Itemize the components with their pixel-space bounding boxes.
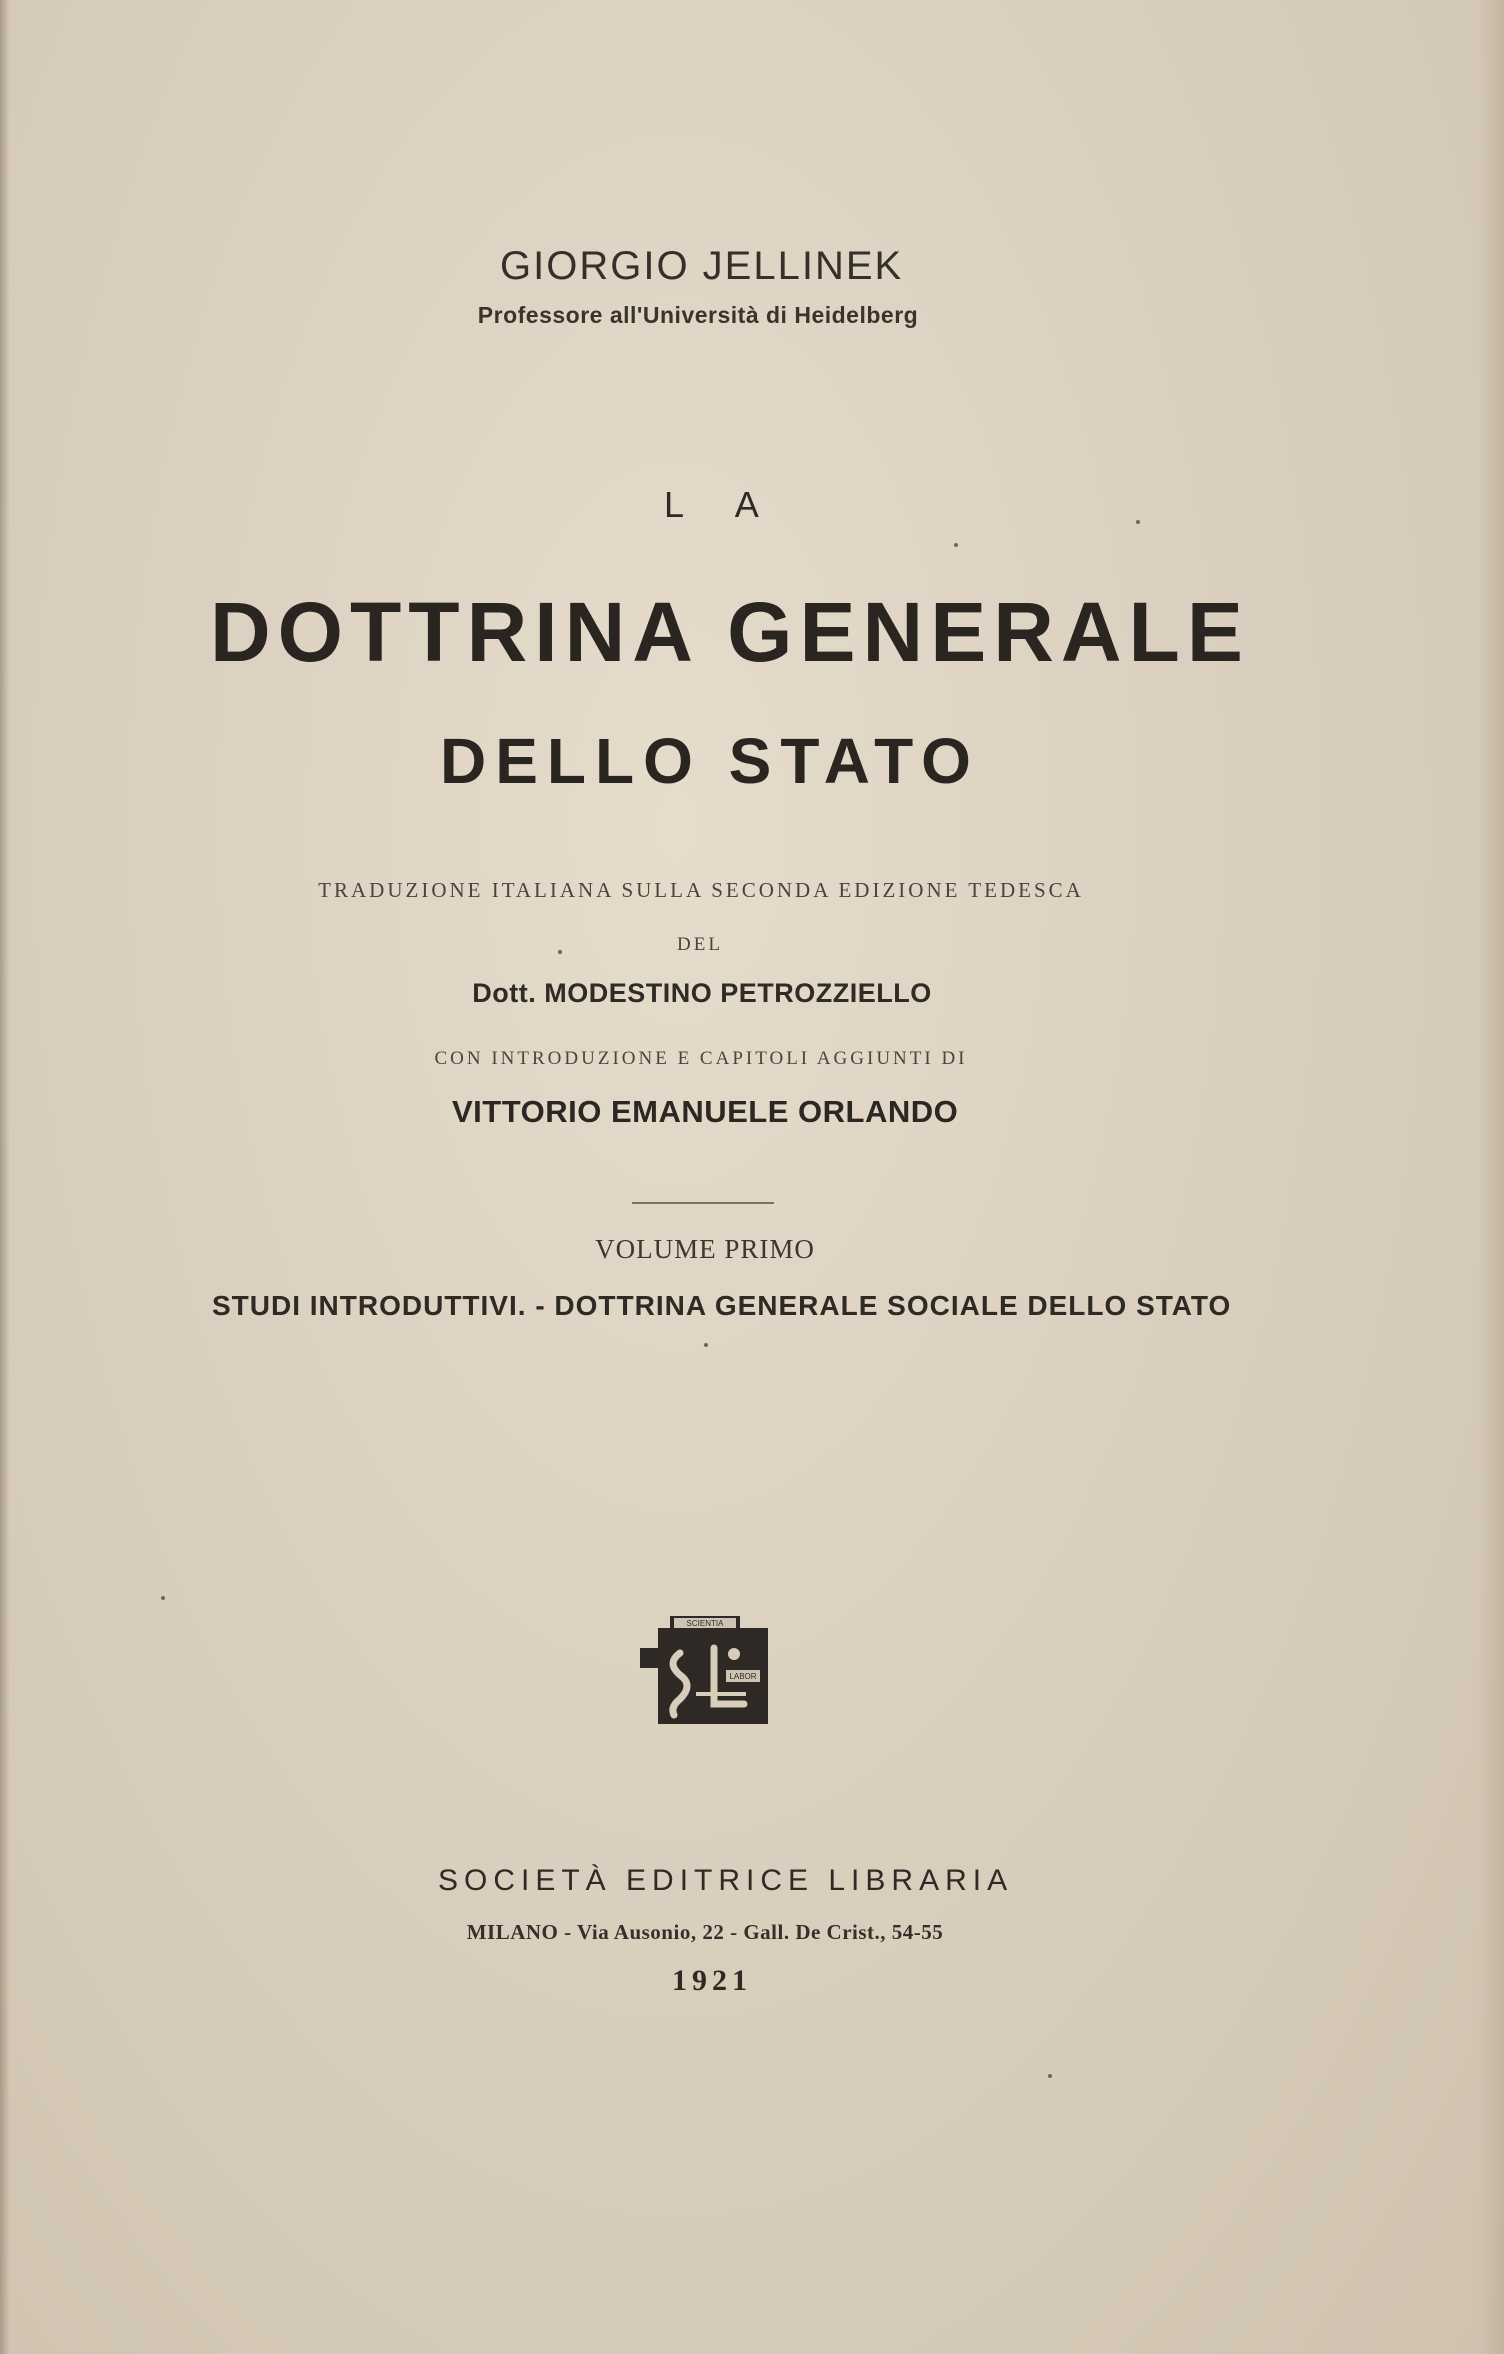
translator-name: Dott. MODESTINO PETROZZIELLO bbox=[472, 978, 932, 1008]
paper-speck bbox=[161, 1596, 165, 1600]
title-article: L A bbox=[664, 484, 781, 525]
paper-speck bbox=[1136, 520, 1140, 524]
volume-label: VOLUME PRIMO bbox=[595, 1234, 815, 1264]
svg-text:LABOR: LABOR bbox=[729, 1672, 757, 1681]
book-subtitle: DELLO STATO bbox=[440, 725, 980, 797]
author-affiliation: Professore all'Università di Heidelberg bbox=[477, 302, 919, 328]
publisher-device-icon bbox=[630, 1608, 780, 1728]
publisher-address: MILANO - Via Ausonio, 22 - Gall. De Crist., 54-55 bbox=[466, 1920, 944, 1944]
translation-del: DEL bbox=[677, 934, 723, 955]
volume-subtitle: STUDI INTRODUTTIVI. - DOTTRINA GENERALE SOCIALE DELLO STATO bbox=[212, 1290, 1232, 1321]
introduction-note: CON INTRODUZIONE E CAPITOLI AGGIUNTI DI bbox=[434, 1048, 968, 1069]
paper-speck bbox=[558, 950, 562, 954]
paper-speck bbox=[704, 1343, 708, 1347]
paper-speck bbox=[1048, 2074, 1052, 2078]
publisher-name: SOCIETÀ EDITRICE LIBRARIA bbox=[438, 1864, 1014, 1897]
book-title: DOTTRINA GENERALE bbox=[210, 585, 1250, 679]
author-name: GIORGIO JELLINEK bbox=[500, 244, 904, 288]
page-edge-left bbox=[0, 0, 10, 2354]
svg-text:SCIENTIA: SCIENTIA bbox=[686, 1619, 724, 1628]
translation-note: TRADUZIONE ITALIANA SULLA SECONDA EDIZIONE TEDESCA bbox=[318, 878, 1084, 902]
introduction-author: VITTORIO EMANUELE ORLANDO bbox=[452, 1094, 959, 1129]
paper-speck bbox=[954, 543, 958, 547]
publication-year: 1921 bbox=[672, 1964, 752, 1997]
divider-rule bbox=[632, 1202, 774, 1204]
page-edge-right bbox=[1478, 0, 1504, 2354]
